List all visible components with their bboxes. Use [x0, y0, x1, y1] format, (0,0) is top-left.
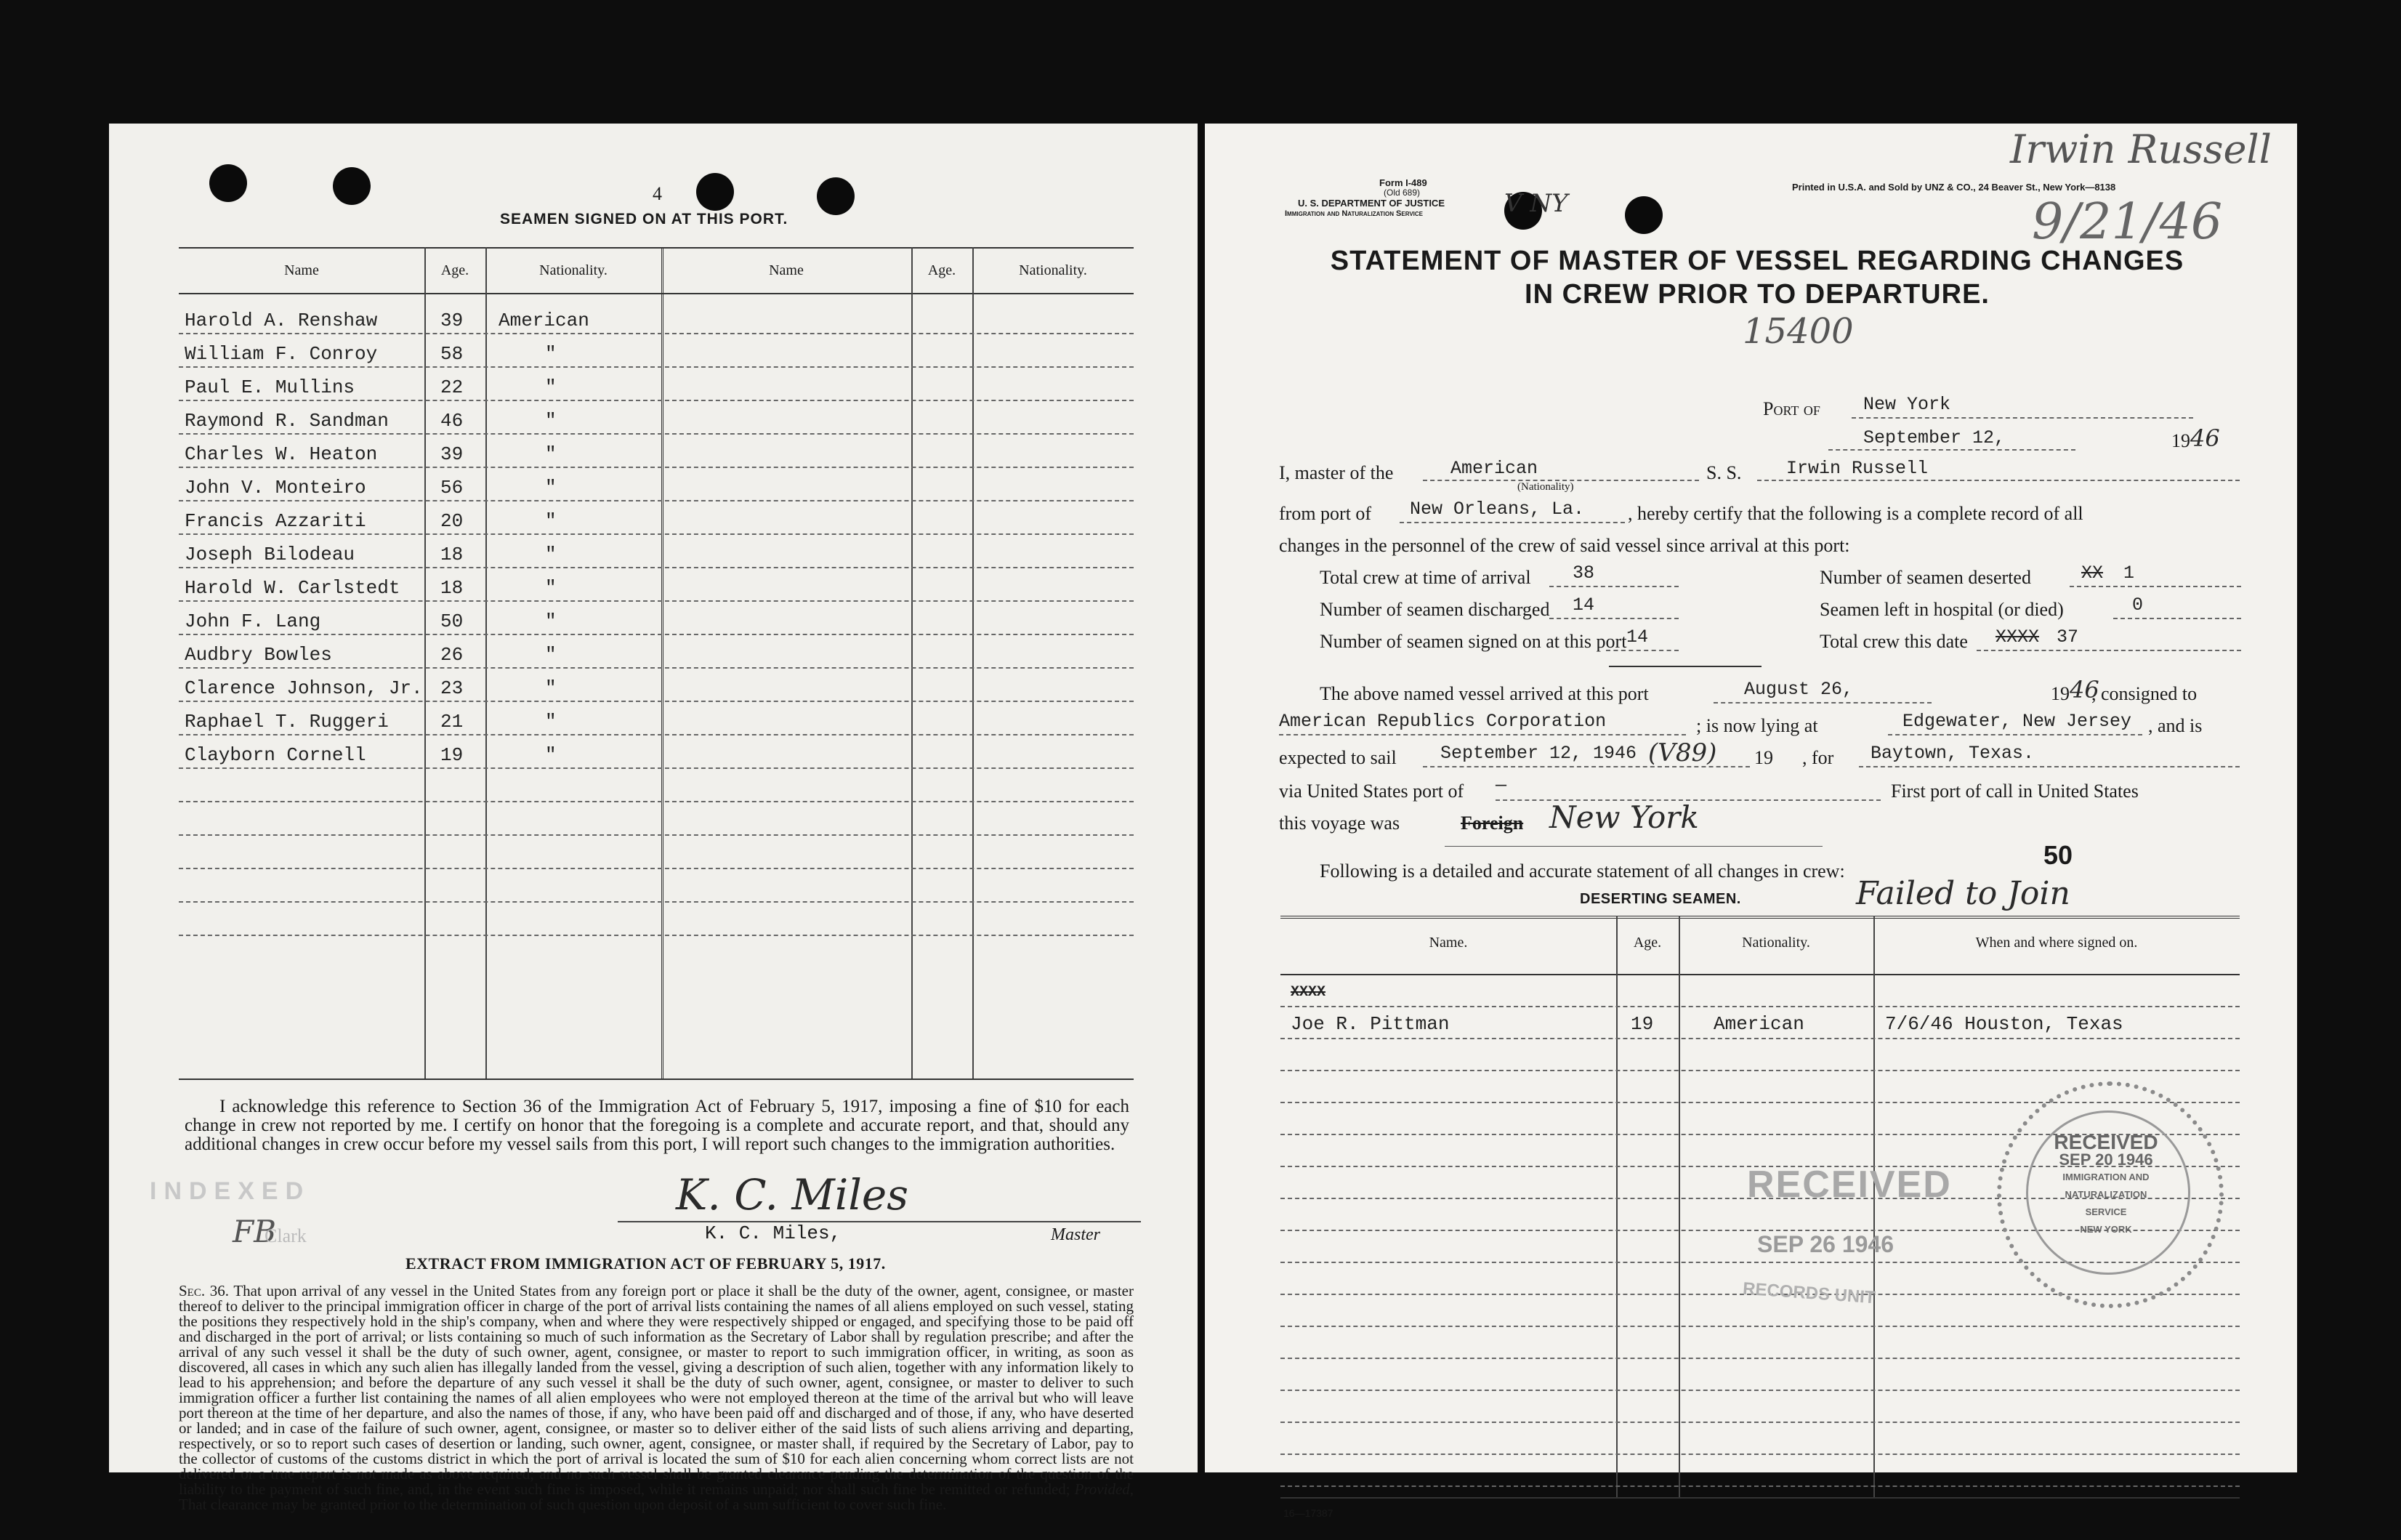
hospital-value: 0 [2132, 594, 2144, 616]
row-rule [1280, 1038, 2240, 1039]
table-bottom-rule [179, 1079, 1134, 1080]
section-proviso-label: Provided, [1074, 1480, 1134, 1498]
punch-hole [1625, 196, 1663, 234]
seaman-nationality: " [545, 544, 557, 565]
fill-line [1852, 417, 2193, 419]
row-rule [1280, 1485, 2240, 1487]
seaman-name: Charles W. Heaton [185, 443, 378, 465]
signature-line [618, 1221, 1141, 1222]
column-header-name-2: Name [769, 262, 804, 278]
consignee-value: American Republics Corporation [1279, 711, 1607, 732]
form-title-line-2: IN CREW PRIOR TO DEPARTURE. [1525, 279, 1990, 310]
seaman-nationality: " [545, 477, 557, 499]
certify-text: , hereby certify that the following is a complete record of all [1628, 503, 2083, 524]
row-rule [179, 667, 1134, 669]
total-today-value: 37 [2057, 626, 2079, 648]
row-rule [1280, 1390, 2240, 1391]
handwritten-number: 15400 [1743, 311, 1854, 352]
fill-line [1757, 480, 2240, 481]
ss-label: S. S. [1706, 462, 1742, 483]
seaman-age: 39 [440, 443, 464, 465]
seaman-age: 20 [440, 510, 464, 532]
punch-hole [696, 173, 734, 211]
hospital-label: Seamen left in hospital (or died) [1820, 599, 2064, 620]
master-signature: K. C. Miles [676, 1170, 908, 1219]
row-rule [179, 333, 1134, 334]
seaman-nationality: " [545, 443, 557, 465]
expected-value: September 12, 1946 [1440, 743, 1637, 764]
seaman-age: 19 [440, 744, 464, 766]
count-50: 50 [2043, 840, 2073, 870]
records-unit-stamp: RECORDS UNIT [1742, 1278, 1876, 1308]
deserter-age: 19 [1631, 1013, 1654, 1035]
row-rule [1280, 1422, 2240, 1423]
table-title: SEAMEN SIGNED ON AT THIS PORT. [500, 211, 788, 227]
row-rule [1280, 1326, 2240, 1327]
fill-line [1606, 650, 1679, 651]
deserting-handwritten: Failed to Join [1856, 875, 2070, 912]
changes-text: changes in the personnel of the crew of said vessel since arrival at this port: [1279, 535, 1850, 556]
for-value: Baytown, Texas. [1871, 743, 2035, 764]
fill-line [1977, 650, 2241, 651]
via-label: via United States port of [1279, 781, 1464, 802]
seaman-nationality: American [499, 310, 589, 331]
page-number: 4 [653, 183, 662, 204]
signed-on-value: 14 [1626, 626, 1649, 648]
footer-code: 16—17387 [1283, 1507, 1333, 1519]
punch-hole [817, 177, 855, 215]
row-rule [179, 834, 1134, 836]
voyage-struck: Foreign [1461, 813, 1524, 834]
round-stamp-date: SEP 20 1946 [2059, 1150, 2153, 1169]
left-page [109, 124, 1198, 1513]
desert-col-nationality: Nationality. [1742, 935, 1810, 951]
right-page [1205, 124, 2297, 1519]
master-of-label: I, master of the [1279, 462, 1394, 483]
column-divider [972, 247, 974, 1079]
deserter-name: Joe R. Pittman [1291, 1013, 1450, 1035]
form-number: Form I-489 [1379, 177, 1427, 188]
row-rule [1280, 1454, 2240, 1455]
fill-line [1549, 618, 1679, 619]
fill-line [1828, 449, 2075, 451]
printer-line: Printed in U.S.A. and Sold by UNZ & CO., 24 Beaver St., New York—8138 [1792, 182, 2116, 193]
arrived-label: The above named vessel arrived at this port [1320, 683, 1649, 704]
seaman-age: 46 [440, 410, 464, 432]
total-crew-arrival-label: Total crew at time of arrival [1320, 567, 1531, 588]
form-title-line-1: STATEMENT OF MASTER OF VESSEL REGARDING CHANGES [1330, 246, 2184, 276]
section-label: Sec. 36. [179, 1282, 230, 1299]
seaman-name: William F. Conroy [185, 343, 378, 365]
column-header-age-2: Age. [927, 262, 956, 278]
seaman-age: 39 [440, 310, 464, 331]
for-label: , for [1802, 747, 1834, 768]
section-proviso: That clearance may be granted prior to the determination of such question upon deposit of a sum sufficient to cover such fine. [179, 1496, 947, 1513]
seaman-nationality: " [545, 744, 557, 766]
desert-col-age: Age. [1633, 935, 1662, 951]
year-suffix: 46 [2190, 424, 2220, 452]
table-top-rule [179, 247, 1134, 249]
seaman-age: 26 [440, 644, 464, 666]
seaman-name: Clarence Johnson, Jr. [185, 677, 423, 699]
column-divider [485, 247, 487, 1079]
acknowledgment-text: I acknowledge this reference to Section 36 of the Immigration Act of February 5, 1917, imposing a fine of $10 for each change in crew not reported by me. I certify on honor that the foregoing is a complete and accurate report, and that, should any additional changes in crew occur before my vessel sails from this port, I will report such changes to the immigration authorities. [185, 1097, 1129, 1154]
handwritten-date: 9/21/46 [2032, 193, 2223, 251]
row-rule [179, 366, 1134, 368]
fill-line [2113, 618, 2241, 619]
round-stamp-text [2041, 1131, 2171, 1238]
deserted-label: Number of seamen deserted [1820, 567, 2031, 588]
seaman-nationality: " [545, 677, 557, 699]
row-rule [179, 567, 1134, 568]
service-label: Immigration and Naturalization Service [1285, 209, 1424, 218]
fill-line [1279, 734, 1686, 735]
seaman-nationality: " [545, 343, 557, 365]
master-label: Master [1051, 1225, 1100, 1244]
indexed-stamp: INDEXED [150, 1177, 311, 1205]
ship-name: Irwin Russell [1786, 458, 1929, 479]
master-typed-name: K. C. Miles, [705, 1222, 842, 1244]
extract-title: EXTRACT FROM IMMIGRATION ACT OF FEBRUARY 5, 1917. [405, 1254, 886, 1273]
seaman-nationality: " [545, 711, 557, 733]
row-rule [179, 600, 1134, 602]
form-title [1278, 244, 2237, 311]
consigned-label: , consigned to [2091, 683, 2198, 704]
round-stamp-line: NATURALIZATION [2065, 1189, 2147, 1200]
desert-col-when-where: When and where signed on. [1975, 935, 2138, 951]
voyage-label: this voyage was [1279, 813, 1400, 834]
total-today-struck: XXXX [1996, 626, 2040, 648]
port-label: Port of [1763, 398, 1820, 419]
column-divider [911, 247, 913, 1079]
deserting-title: DESERTING SEAMEN. [1580, 891, 1741, 907]
row-rule [179, 767, 1134, 769]
round-stamp-line: IMMIGRATION AND [2062, 1172, 2150, 1182]
seaman-age: 58 [440, 343, 464, 365]
seaman-age: 22 [440, 376, 464, 398]
department-label: U. S. DEPARTMENT OF JUSTICE [1298, 198, 1445, 209]
expected-year-prefix: 19 [1754, 747, 1773, 768]
row-rule [179, 400, 1134, 401]
seaman-nationality: " [545, 577, 557, 599]
seaman-name: Harold A. Renshaw [185, 310, 378, 331]
punch-hole [209, 164, 247, 202]
seaman-nationality: " [545, 610, 557, 632]
nationality-value: American [1450, 458, 1538, 479]
first-port-label: First port of call in United States [1891, 781, 2139, 802]
fill-line [1549, 586, 1679, 587]
column-header-age: Age. [440, 262, 469, 278]
section-36-text [179, 1283, 1134, 1512]
expected-note: (V89) [1648, 738, 1717, 767]
deserted-struck: XX [2081, 563, 2104, 584]
seaman-name: Harold W. Carlstedt [185, 577, 400, 599]
total-crew-arrival-value: 38 [1573, 563, 1595, 584]
date-value: September 12, [1863, 427, 2006, 448]
deserter-nationality: American [1714, 1013, 1804, 1035]
row-rule [179, 433, 1134, 435]
total-rule [1609, 666, 1762, 667]
handwritten-check: V NY [1504, 189, 1568, 218]
and-is-label: , and is [2148, 715, 2203, 736]
seaman-age: 18 [440, 544, 464, 565]
fill-line [1400, 522, 1625, 523]
clerk-stamp: Clark [265, 1225, 307, 1246]
seaman-name: Raphael T. Ruggeri [185, 711, 389, 733]
received-stamp-date: SEP 26 1946 [1757, 1231, 1894, 1257]
clerk-initials: FB [233, 1214, 277, 1249]
via-value: — [1496, 775, 1507, 796]
fill-line [1423, 766, 1750, 767]
row-rule [179, 533, 1134, 535]
desert-col-name: Name. [1429, 935, 1468, 951]
received-stamp: RECEIVED [1747, 1164, 1952, 1206]
fill-line [1859, 766, 2240, 767]
arrived-value: August 26, [1744, 679, 1854, 700]
fill-line [1888, 734, 2142, 735]
column-divider [1616, 916, 1618, 1497]
row-rule [179, 801, 1134, 802]
row-rule [179, 734, 1134, 735]
punch-hole [333, 167, 371, 205]
column-divider [661, 247, 663, 1079]
voyage-handwritten: New York [1549, 799, 1699, 835]
column-divider [424, 247, 426, 1079]
following-label: Following is a detailed and accurate statement of all changes in crew: [1320, 860, 1845, 882]
row-rule [1280, 1006, 2240, 1007]
seaman-age: 50 [440, 610, 464, 632]
seaman-age: 23 [440, 677, 464, 699]
arrived-year-suffix: 46 [2070, 676, 2099, 704]
expected-label: expected to sail [1279, 747, 1397, 768]
column-header-nationality: Nationality. [539, 262, 608, 278]
seaman-nationality: " [545, 410, 557, 432]
seaman-age: 18 [440, 577, 464, 599]
form-old-number: (Old 689) [1384, 188, 1421, 198]
table-header-rule [179, 293, 1134, 294]
row-rule [179, 701, 1134, 702]
column-divider [1679, 916, 1680, 1497]
seaman-name: Raymond R. Sandman [185, 410, 389, 432]
row-rule [1280, 1358, 2240, 1359]
from-port-label: from port of [1279, 503, 1372, 524]
signed-on-label: Number of seamen signed on at this port [1320, 631, 1627, 652]
deserted-value: 1 [2123, 563, 2135, 584]
year-prefix: 19 [2171, 430, 2190, 451]
fill-line [1445, 846, 1823, 847]
row-rule [1280, 1070, 2240, 1071]
total-today-label: Total crew this date [1820, 631, 1968, 652]
fill-line [2070, 586, 2241, 587]
round-stamp-line: NEW YORK [2080, 1224, 2132, 1235]
lying-label: ; is now lying at [1696, 715, 1818, 736]
nationality-caption: (Nationality) [1517, 481, 1574, 493]
arrived-year-prefix: 19 [2051, 683, 2070, 704]
column-header-nationality-2: Nationality. [1019, 262, 1087, 278]
seaman-name: Audbry Bowles [185, 644, 332, 666]
round-stamp-label: RECEIVED [2054, 1131, 2158, 1153]
table-bottom-rule [1280, 1497, 2240, 1499]
seaman-nationality: " [545, 376, 557, 398]
seaman-name: Joseph Bilodeau [185, 544, 355, 565]
lying-value: Edgewater, New Jersey [1902, 711, 2132, 732]
round-stamp-line: SERVICE [2085, 1206, 2127, 1217]
fill-line [1714, 702, 1932, 704]
row-rule [179, 500, 1134, 501]
row-rule [179, 868, 1134, 869]
row-rule [179, 901, 1134, 903]
row-rule [179, 935, 1134, 936]
discharged-label: Number of seamen discharged [1320, 599, 1550, 620]
desert-struck: XXXX [1291, 984, 1326, 1001]
discharged-value: 14 [1573, 594, 1595, 616]
seaman-age: 21 [440, 711, 464, 733]
row-rule [179, 467, 1134, 468]
seaman-name: John F. Lang [185, 610, 321, 632]
seaman-name: Clayborn Cornell [185, 744, 366, 766]
from-port-value: New Orleans, La. [1410, 499, 1585, 520]
table-top-rule [1280, 916, 2240, 919]
seaman-name: Francis Azzariti [185, 510, 366, 532]
handwritten-ship-name: Irwin Russell [2010, 126, 2272, 172]
table-header-rule [1280, 974, 2240, 975]
row-rule [179, 634, 1134, 635]
seaman-nationality: " [545, 644, 557, 666]
seaman-nationality: " [545, 510, 557, 532]
section-body: That upon arrival of any vessel in the United States from any foreign port or place it shall be the duty of the owner, agent, consignee, or master thereof to deliver to the principal immigration officer in charge of the port of arrival lists containing the names of all aliens employed on such vessel, stating the positions they respectively hold in the ship's company, when and where they were respectively shipped or engaged, and specifying those to be paid off and discharged in the port of arrival; or lists containing so much of such information as the Secretary of Labor shall by regulation prescribe; and after the arrival of any such vessel it shall be the duty of such owner, agent, consignee, or master to report to such immigration officer, in writing, as soon as discovered, all cases in which any such alien has illegally landed from the vessel, giving a description of such alien, together with any information likely to lead to his apprehension; and before the departure of any such vessel it shall be the duty of such owner, agent, consignee, or master to deliver to such immigration officer a further list containing the names of all alien employees who were not employed thereon at the time of the arrival but who will leave port thereon at the time of her departure, and also the names of those, if any, who have been paid off and discharged and of those, if any, who have deserted or landed; and in case of the failure of such owner, agent, consignee, or master so to deliver either of the said lists of such aliens arriving and departing, respectively, or so to report such cases of desertion or landing, such owner, agent, consignee, or master shall, if required by the Secretary of Labor, pay to the collector of customs of the customs district in which the port of arrival is located the sum of $10 for each alien concerning whom correct lists are not delivered or a true report is not made as above required; and no such vessel shall be granted clearance pending the determination of the question of the liability to the payment of such fine, and, in the event such fine is imposed, while it remains unpaid; nor shall such fine be remitted or refunded; [179, 1282, 1134, 1498]
column-header-name: Name [284, 262, 319, 278]
deserter-when-where: 7/6/46 Houston, Texas [1885, 1013, 2123, 1035]
seaman-name: John V. Monteiro [185, 477, 366, 499]
port-value: New York [1863, 394, 1951, 415]
seaman-name: Paul E. Mullins [185, 376, 355, 398]
column-divider [1873, 916, 1875, 1497]
seaman-age: 56 [440, 477, 464, 499]
